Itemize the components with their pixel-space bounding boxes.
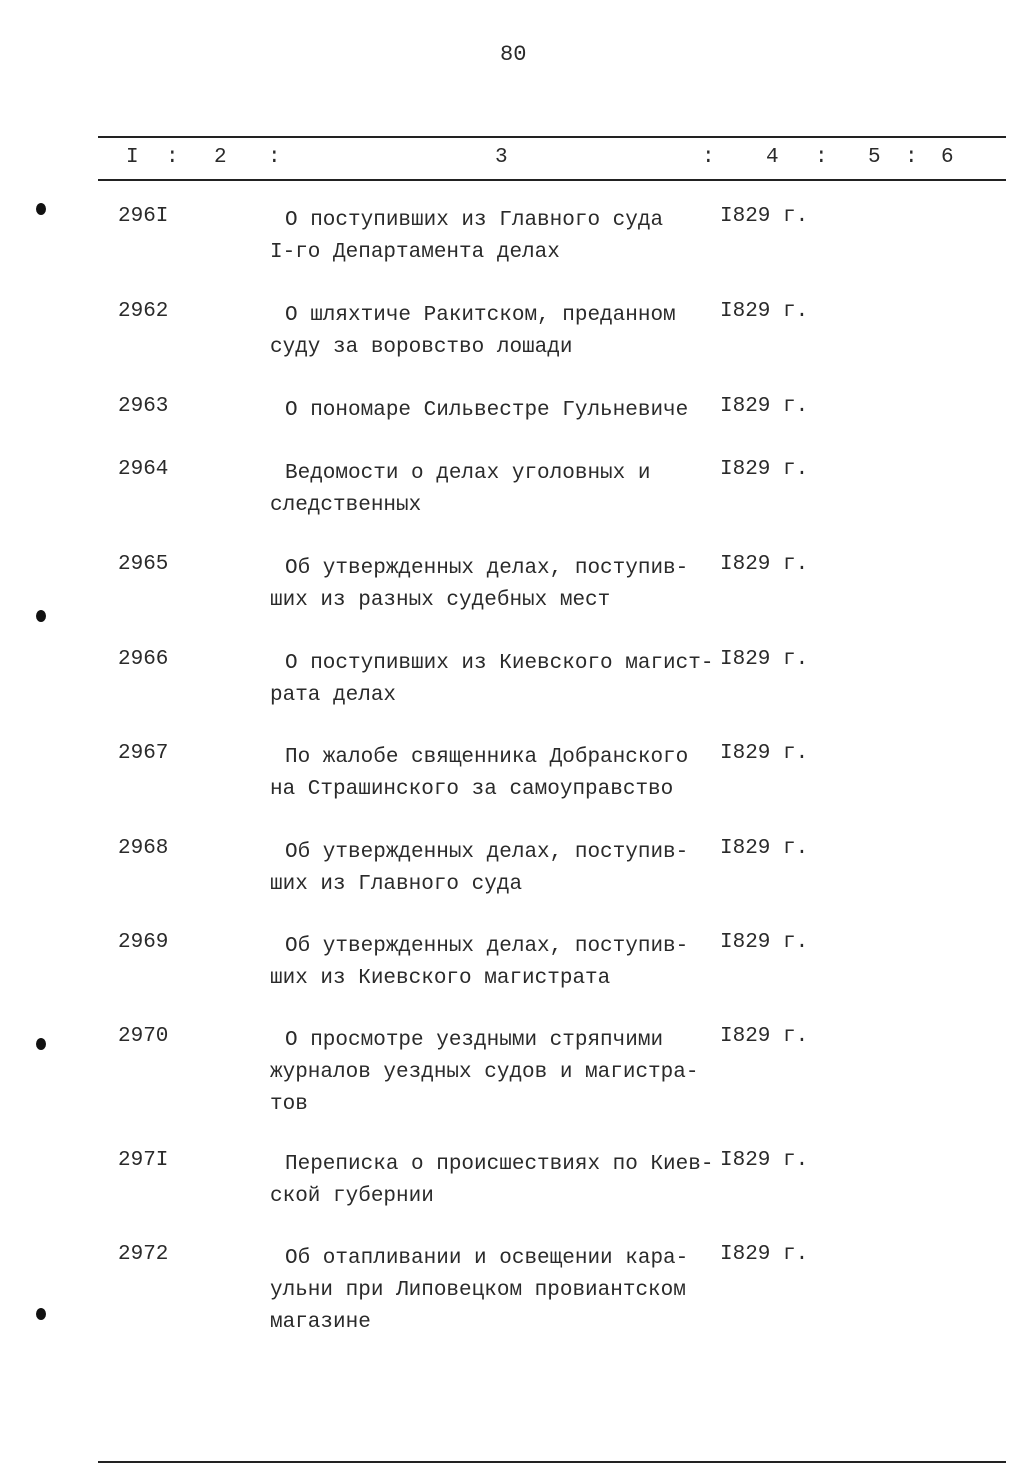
description-line: Об утвержденных делах, поступив- <box>285 841 689 864</box>
description-line: рата делах <box>270 684 397 707</box>
case-description <box>270 742 688 806</box>
case-number: 2967 <box>118 742 169 765</box>
case-number: 2963 <box>118 395 169 418</box>
page-number: 80 <box>500 42 527 67</box>
column-header-1: I <box>126 146 139 169</box>
column-header-4: 4 <box>766 146 779 169</box>
case-description <box>270 1243 688 1339</box>
case-date: I829 г. <box>720 1149 809 1172</box>
case-description <box>270 395 688 427</box>
case-date: I829 г. <box>720 205 809 228</box>
description-line: Об отапливании и освещении кара- <box>285 1247 689 1270</box>
column-separator: : <box>815 146 828 169</box>
case-description <box>270 837 688 901</box>
case-description <box>270 1025 698 1121</box>
case-date: I829 г. <box>720 931 809 954</box>
description-line: ших из разных судебных мест <box>270 589 611 612</box>
description-line: По жалобе священника Добранского <box>285 746 689 769</box>
description-line: журналов уездных судов и магистра- <box>270 1061 699 1084</box>
case-description <box>270 648 713 712</box>
description-line: следственных <box>270 494 422 517</box>
case-description <box>270 300 676 364</box>
case-number: 2970 <box>118 1025 169 1048</box>
binding-hole-mark <box>36 1308 46 1320</box>
case-number: 296I <box>118 205 169 228</box>
column-separator: : <box>702 146 715 169</box>
description-line: на Страшинского за самоуправство <box>270 778 674 801</box>
description-line: О поступивших из Киевского магист- <box>285 652 714 675</box>
case-date: I829 г. <box>720 395 809 418</box>
case-number: 2965 <box>118 553 169 576</box>
case-number: 2968 <box>118 837 169 860</box>
case-description <box>270 553 688 617</box>
binding-hole-mark <box>36 203 46 215</box>
column-separator: : <box>905 146 918 169</box>
description-line: I-го Департамента делах <box>270 241 560 264</box>
column-header-2: 2 <box>214 146 227 169</box>
case-number: 297I <box>118 1149 169 1172</box>
column-separator: : <box>166 146 179 169</box>
case-date: I829 г. <box>720 1243 809 1266</box>
description-line: Ведомости о делах уголовных и <box>285 462 651 485</box>
case-date: I829 г. <box>720 300 809 323</box>
header-top-rule <box>98 136 1006 138</box>
binding-hole-mark <box>36 1038 46 1050</box>
case-description <box>270 458 650 522</box>
case-date: I829 г. <box>720 742 809 765</box>
description-line: Об утвержденных делах, поступив- <box>285 557 689 580</box>
description-line: О просмотре уездными стряпчими <box>285 1029 664 1052</box>
case-number: 2969 <box>118 931 169 954</box>
description-line: ших из Киевского магистрата <box>270 967 611 990</box>
description-line: магазине <box>270 1311 371 1334</box>
description-line: О пономаре Сильвестре Гульневиче <box>285 399 689 422</box>
description-line: суду за воровство лошади <box>270 336 573 359</box>
description-line: ульни при Липовецком провиантском <box>270 1279 686 1302</box>
case-date: I829 г. <box>720 553 809 576</box>
case-description <box>270 1149 713 1213</box>
case-date: I829 г. <box>720 837 809 860</box>
case-description <box>270 205 663 269</box>
case-date: I829 г. <box>720 1025 809 1048</box>
description-line: ших из Главного суда <box>270 873 523 896</box>
header-bottom-rule <box>98 179 1006 181</box>
description-line: Переписка о происшествиях по Киев- <box>285 1153 714 1176</box>
description-line: О шляхтиче Ракитском, преданном <box>285 304 676 327</box>
case-number: 2966 <box>118 648 169 671</box>
column-header-6: 6 <box>941 146 954 169</box>
case-number: 2964 <box>118 458 169 481</box>
description-line: Об утвержденных делах, поступив- <box>285 935 689 958</box>
page-bottom-rule <box>98 1461 1006 1463</box>
description-line: ской губернии <box>270 1185 434 1208</box>
description-line: тов <box>270 1093 308 1116</box>
case-number: 2972 <box>118 1243 169 1266</box>
case-date: I829 г. <box>720 648 809 671</box>
binding-hole-mark <box>36 610 46 622</box>
case-date: I829 г. <box>720 458 809 481</box>
column-header-5: 5 <box>868 146 881 169</box>
column-header-3: 3 <box>495 146 508 169</box>
case-description <box>270 931 688 995</box>
description-line: О поступивших из Главного суда <box>285 209 664 232</box>
column-separator: : <box>268 146 281 169</box>
case-number: 2962 <box>118 300 169 323</box>
